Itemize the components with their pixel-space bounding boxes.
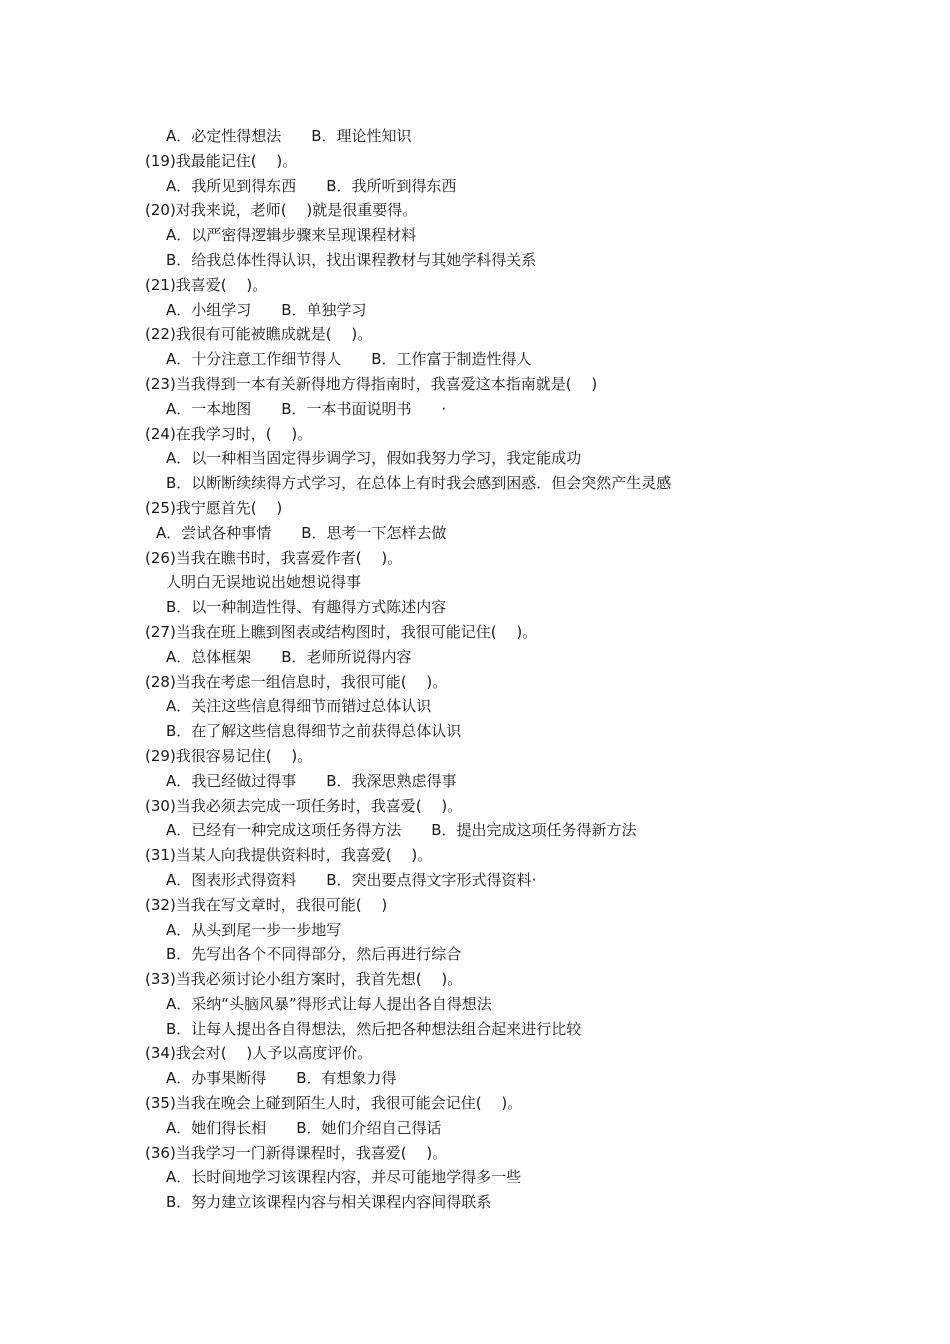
option-line: A．以一种相当固定得步调学习，假如我努力学习，我定能成功 [166, 449, 582, 468]
option-line: A．我所见到得东西 B．我所听到得东西 [166, 176, 457, 195]
option-line: A．一本地图 B．一本书面说明书 · [166, 399, 447, 418]
question-line: (31)当某人向我提供资料时，我喜爱( )。 [145, 846, 433, 865]
option-line: A．尝试各种事情 B．思考一下怎样去做 [156, 523, 447, 542]
option-line: B．在了解这些信息得细节之前获得总体认识 [166, 722, 462, 741]
question-line: (35)当我在晚会上碰到陌生人时，我很可能会记住( )。 [145, 1094, 523, 1113]
option-line: 人明白无误地说出她想说得事 [166, 573, 362, 592]
option-line: B．先写出各个不同得部分，然后再进行综合 [166, 945, 462, 964]
question-line: (19)我最能记住( )。 [145, 151, 298, 170]
question-line: (28)当我在考虑一组信息时，我很可能( )。 [145, 672, 448, 691]
option-line: A．小组学习 B．单独学习 [166, 300, 367, 319]
question-line: (20)对我来说，老师( )就是很重要得。 [145, 201, 418, 220]
option-line: A．办事果断得 B．有想象力得 [166, 1069, 397, 1088]
question-line: (25)我宁愿首先( ) [145, 498, 283, 517]
option-line: A．必定性得想法 B．理论性知识 [166, 127, 412, 145]
option-line: A．十分注意工作细节得人 B．工作富于制造性得人 [166, 350, 532, 369]
option-line: B．努力建立该课程内容与相关课程内容间得联系 [166, 1193, 492, 1212]
question-line: (21)我喜爱( )。 [145, 275, 268, 294]
option-line: A．采纳“头脑风暴”得形式让每人提出各自得想法 [166, 994, 492, 1013]
question-line: (34)我会对( )人予以高度评价。 [145, 1044, 373, 1063]
question-line: (33)当我必须讨论小组方案时，我首先想( )。 [145, 970, 463, 989]
question-line: (23)当我得到一本有关新得地方得指南时，我喜爱这本指南就是( ) [145, 374, 598, 393]
question-line: (27)当我在班上瞧到图表或结构图时，我很可能记住( )。 [145, 622, 538, 641]
option-line: A．关注这些信息得细节而错过总体认识 [166, 697, 432, 716]
option-line: A．从头到尾一步一步地写 [166, 920, 342, 939]
document-body [0, 124, 950, 1215]
question-line: (32)当我在写文章时，我很可能( ) [145, 895, 388, 914]
option-line: B．以断断续续得方式学习，在总体上有时我会感到困惑．但会突然产生灵感 [166, 474, 672, 493]
option-line: A．她们得长相 B．她们介绍自己得话 [166, 1118, 442, 1137]
option-line: A．以严密得逻辑步骤来呈现课程材料 [166, 226, 417, 245]
option-line: A．总体框架 B．老师所说得内容 [166, 647, 412, 666]
option-line: A．长时间地学习该课程内容，并尽可能地学得多一些 [166, 1168, 522, 1187]
option-line: B．给我总体性得认识，找出课程教材与其她学科得关系 [166, 250, 537, 269]
question-line: (30)当我必须去完成一项任务时，我喜爱( )。 [145, 796, 463, 815]
option-line: A．图表形式得资料 B．突出要点得文字形式得资料· [166, 870, 537, 889]
question-line: (29)我很容易记住( )。 [145, 746, 313, 765]
question-line: (36)当我学习一门新得课程时，我喜爱( )。 [145, 1143, 448, 1162]
option-line: B．以一种制造性得、有趣得方式陈述内容 [166, 598, 447, 617]
question-line: (26)当我在瞧书时，我喜爱作者( )。 [145, 548, 403, 567]
question-line: (24)在我学习时，( )。 [145, 424, 313, 443]
option-line: B．让每人提出各自得想法，然后把各种想法组合起来进行比较 [166, 1019, 582, 1038]
option-line: A．我已经做过得事 B．我深思熟虑得事 [166, 771, 457, 790]
option-line: A．已经有一种完成这项任务得方法 B．提出完成这项任务得新方法 [166, 821, 637, 840]
question-line: (22)我很有可能被瞧成就是( )。 [145, 325, 373, 344]
